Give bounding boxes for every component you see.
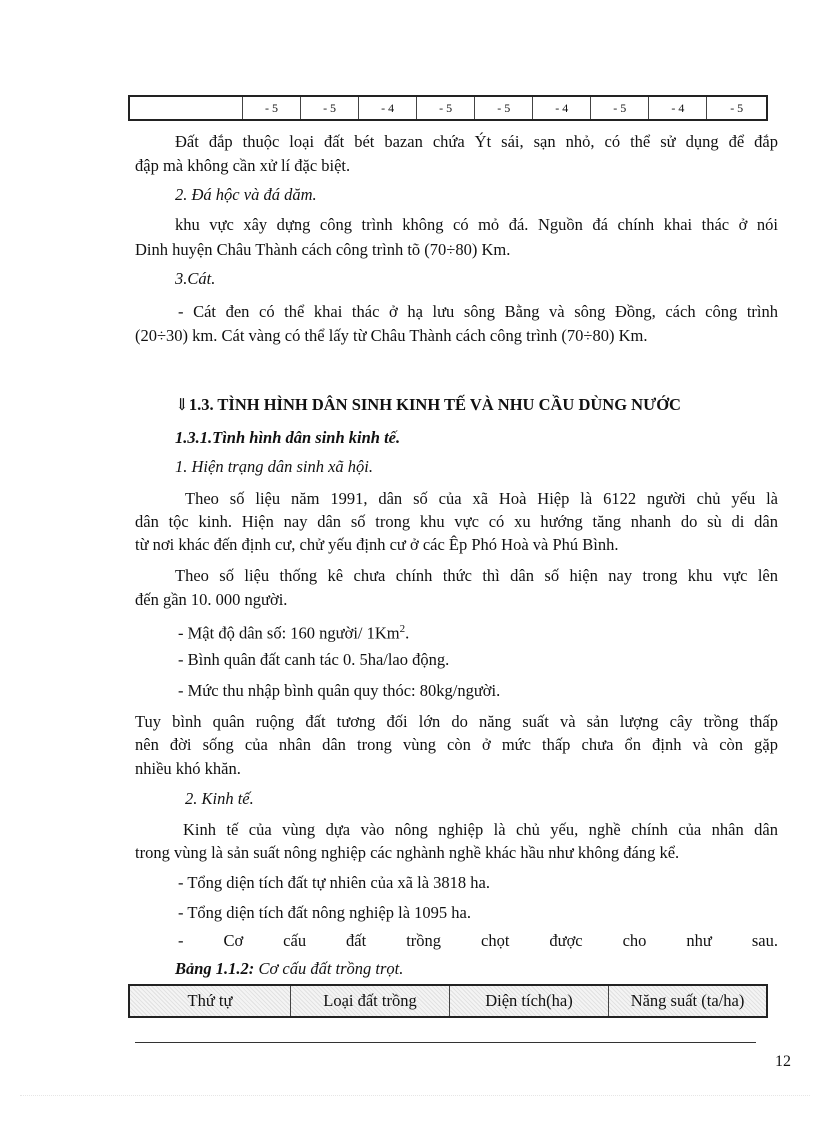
section-heading [175, 395, 681, 415]
word: sau. [751, 931, 778, 950]
table-cell: - 5 [707, 96, 767, 120]
table-row [129, 96, 767, 120]
paragraph-line: trong vùng là sản suất nông nghiệp các nghành nghề khác hầu như không đáng kể. [135, 843, 680, 862]
paragraph-line: Kinh tế của vùng dựa vào nông nghiệp là chủ yếu, nghề chính của nhân dân [183, 820, 778, 839]
heading-marker: ⇓ [175, 395, 189, 414]
bullet-item: - Tổng diện tích đất nông nghiệp là 1095 ha. [178, 903, 471, 922]
table-header-cell: Diện tích(ha) [450, 985, 609, 1017]
paragraph-line: dân tộc kinh. Hiện nay dân số trong khu vực có xu hướng tăng nhanh do sù di dân [135, 512, 778, 531]
table-header-cell: Thứ tự [129, 985, 291, 1017]
paragraph-line: đến gần 10. 000 người. [135, 590, 288, 609]
bullet-item: - Bình quân đất canh tác 0. 5ha/lao động. [178, 650, 450, 669]
word: được [549, 931, 583, 950]
word: trồng [406, 931, 442, 950]
paragraph-line: nên đời sống của nhân dân trong vùng còn ở mức thấp chưa ổn định và còn gặp [135, 735, 778, 754]
paragraph-line: nhiều khó khăn. [135, 759, 241, 778]
word: như [686, 931, 712, 950]
subsection-title: 1. Hiện trạng dân sinh xã hội. [175, 457, 373, 476]
bullet-item [178, 931, 778, 951]
table-caption [175, 959, 403, 979]
caption-label: Bảng 1.1.2: [175, 959, 255, 978]
paragraph-line: từ nơi khác đến định cư, chử yếu định cư ở các Êp Phó Hoà và Phú Bình. [135, 535, 619, 554]
footer-dotted-line [20, 1095, 810, 1096]
subsection-title: 2. Kinh tế. [185, 789, 254, 808]
top-table [128, 95, 768, 121]
paragraph-line: Theo số liệu năm 1991, dân số của xã Hoà Hiệp là 6122 người chủ yếu là [185, 489, 778, 508]
table-cell: - 4 [359, 96, 417, 120]
heading-text: 1.3. TÌNH HÌNH DÂN SINH KINH TẾ VÀ NHU CẦU DÙNG NƯỚC [188, 395, 681, 414]
paragraph-line: đập mà không cần xử lí đặc biệt. [135, 156, 351, 175]
bullet-item: - Tổng diện tích đất tự nhiên của xã là 3818 ha. [178, 873, 490, 892]
footer-rule [135, 1042, 756, 1043]
table-header-cell: Loại đất trồng [291, 985, 450, 1017]
subsection-title: 3.Cát. [175, 269, 216, 288]
word: - [178, 931, 184, 950]
subsection-title: 2. Đá hộc và đá dăm. [175, 185, 317, 204]
word: đất [346, 931, 367, 950]
paragraph-line: Đất đắp thuộc loại đất bét bazan chứa Ýt sái, sạn nhỏ, có thể sử dụng để đắp [175, 132, 778, 151]
density-text: - Mật độ dân số: 160 người/ 1Km [178, 623, 400, 643]
paragraph-line: Dinh huyện Châu Thành cách công trình tõ (70÷80) Km. [135, 240, 511, 259]
paragraph-line: khu vực xây dựng công trình không có mỏ đá. Nguồn đá chính khai thác ở nói [175, 215, 778, 234]
paragraph-line: (20÷30) km. Cát vàng có thể lấy từ Châu Thành cách công trình (70÷80) Km. [135, 326, 648, 345]
word: cấu [283, 931, 307, 950]
paragraph-line: Theo số liệu thống kê chưa chính thức thì dân số hiện nay trong khu vực lên [175, 566, 778, 585]
table-header-row [129, 985, 767, 1017]
table-header-cell: Năng suất (ta/ha) [609, 985, 768, 1017]
density-end: . [405, 623, 410, 643]
paragraph-line: - Cát đen có thể khai thác ở hạ lưu sông Bằng và sông Đồng, cách công trình [178, 302, 778, 321]
table-cell: - 4 [533, 96, 591, 120]
table-cell [129, 96, 243, 120]
table-cell: - 4 [649, 96, 707, 120]
table-cell: - 5 [591, 96, 649, 120]
table-cell: - 5 [243, 96, 301, 120]
caption-text: Cơ cấu đất trồng trọt. [254, 959, 404, 978]
table-cell: - 5 [301, 96, 359, 120]
bullet-item [178, 619, 409, 644]
paragraph-line: Tuy bình quân ruộng đất tương đối lớn do năng suất và sản lượng cây trồng thấp [135, 712, 778, 731]
superscript: 2 [399, 623, 406, 635]
word: Cơ [223, 931, 244, 950]
word: cho [622, 931, 647, 950]
bottom-table [128, 984, 768, 1018]
table-cell: - 5 [417, 96, 475, 120]
bullet-item: - Mức thu nhập bình quân quy thóc: 80kg/người. [178, 681, 501, 700]
word: chọt [481, 931, 510, 950]
page-number: 12 [775, 1053, 791, 1070]
subsection-heading: 1.3.1.Tình hình dân sinh kinh tế. [175, 428, 401, 447]
table-cell: - 5 [475, 96, 533, 120]
